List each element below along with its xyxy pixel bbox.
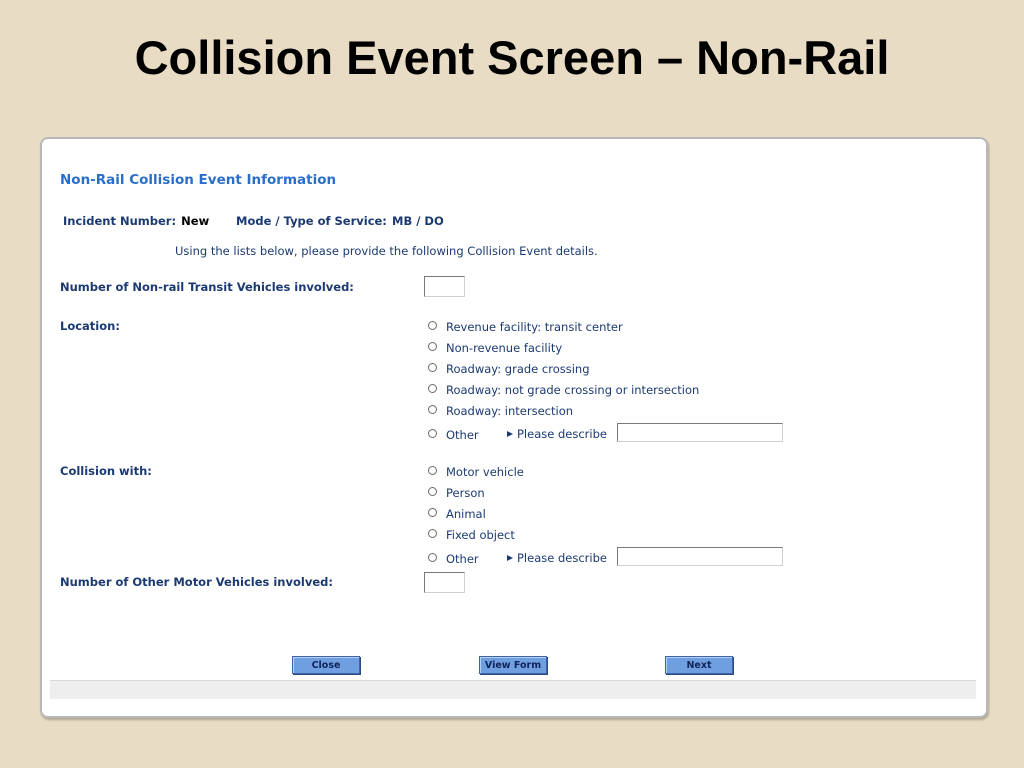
option-label: Animal <box>446 507 486 521</box>
incident-line <box>63 210 209 229</box>
close-button[interactable]: Close <box>292 656 360 674</box>
other-vehicles-label: Number of Other Motor Vehicles involved: <box>60 575 333 589</box>
instructions-text: Using the lists below, please provide the following Collision Event details. <box>175 244 598 258</box>
triangle-right-icon <box>507 431 513 437</box>
status-bar <box>50 680 976 699</box>
collision-describe-input[interactable] <box>617 547 783 566</box>
location-option-other[interactable] <box>428 427 479 443</box>
slide-title: Collision Event Screen – Non-Rail <box>134 31 890 84</box>
option-label: Non-revenue facility <box>446 341 563 355</box>
location-label: Location: <box>60 319 120 333</box>
option-label: Revenue facility: transit center <box>446 320 623 334</box>
radio-button[interactable] <box>428 466 437 475</box>
radio-button[interactable] <box>428 384 437 393</box>
section-title: Non-Rail Collision Event Information <box>60 172 337 188</box>
incident-number-label: Incident Number: <box>63 214 177 228</box>
option-label: Other <box>446 428 479 442</box>
radio-button[interactable] <box>428 429 437 438</box>
location-option-non-revenue-facility[interactable] <box>428 340 562 356</box>
vehicles-involved-input[interactable] <box>424 276 465 297</box>
incident-number-value: New <box>181 214 210 228</box>
option-label: Fixed object <box>446 528 515 542</box>
option-label: Roadway: intersection <box>446 404 574 418</box>
option-label: Roadway: grade crossing <box>446 362 590 376</box>
radio-button[interactable] <box>428 321 437 330</box>
collision-with-label: Collision with: <box>60 464 152 478</box>
radio-button[interactable] <box>428 508 437 517</box>
triangle-right-icon <box>507 555 513 561</box>
next-button[interactable]: Next <box>665 656 733 674</box>
location-option-intersection[interactable] <box>428 403 573 419</box>
option-label: Roadway: not grade crossing or intersection <box>446 383 700 397</box>
radio-button[interactable] <box>428 405 437 414</box>
location-describe-input[interactable] <box>617 423 783 442</box>
option-label: Motor vehicle <box>446 465 524 479</box>
mode-value: MB / DO <box>392 214 444 228</box>
collision-option-person[interactable] <box>428 485 485 501</box>
view-form-button[interactable]: View Form <box>479 656 547 674</box>
location-option-revenue-facility[interactable] <box>428 319 623 335</box>
option-label: Person <box>446 486 485 500</box>
mode-line <box>236 210 444 229</box>
radio-button[interactable] <box>428 529 437 538</box>
radio-button[interactable] <box>428 553 437 562</box>
radio-button[interactable] <box>428 342 437 351</box>
collision-option-motor-vehicle[interactable] <box>428 464 524 480</box>
radio-button[interactable] <box>428 487 437 496</box>
vehicles-involved-label: Number of Non-rail Transit Vehicles involved: <box>60 280 354 294</box>
collision-option-other[interactable] <box>428 551 479 567</box>
location-option-grade-crossing[interactable] <box>428 361 590 377</box>
mode-label: Mode / Type of Service: <box>236 214 387 228</box>
collision-option-animal[interactable] <box>428 506 486 522</box>
form-panel <box>40 137 988 718</box>
option-label: Other <box>446 552 479 566</box>
collision-describe-label: Please describe <box>517 551 607 565</box>
location-describe-label: Please describe <box>517 427 607 441</box>
location-option-not-grade-crossing[interactable] <box>428 382 699 398</box>
collision-option-fixed-object[interactable] <box>428 527 515 543</box>
radio-button[interactable] <box>428 363 437 372</box>
other-vehicles-input[interactable] <box>424 572 465 593</box>
